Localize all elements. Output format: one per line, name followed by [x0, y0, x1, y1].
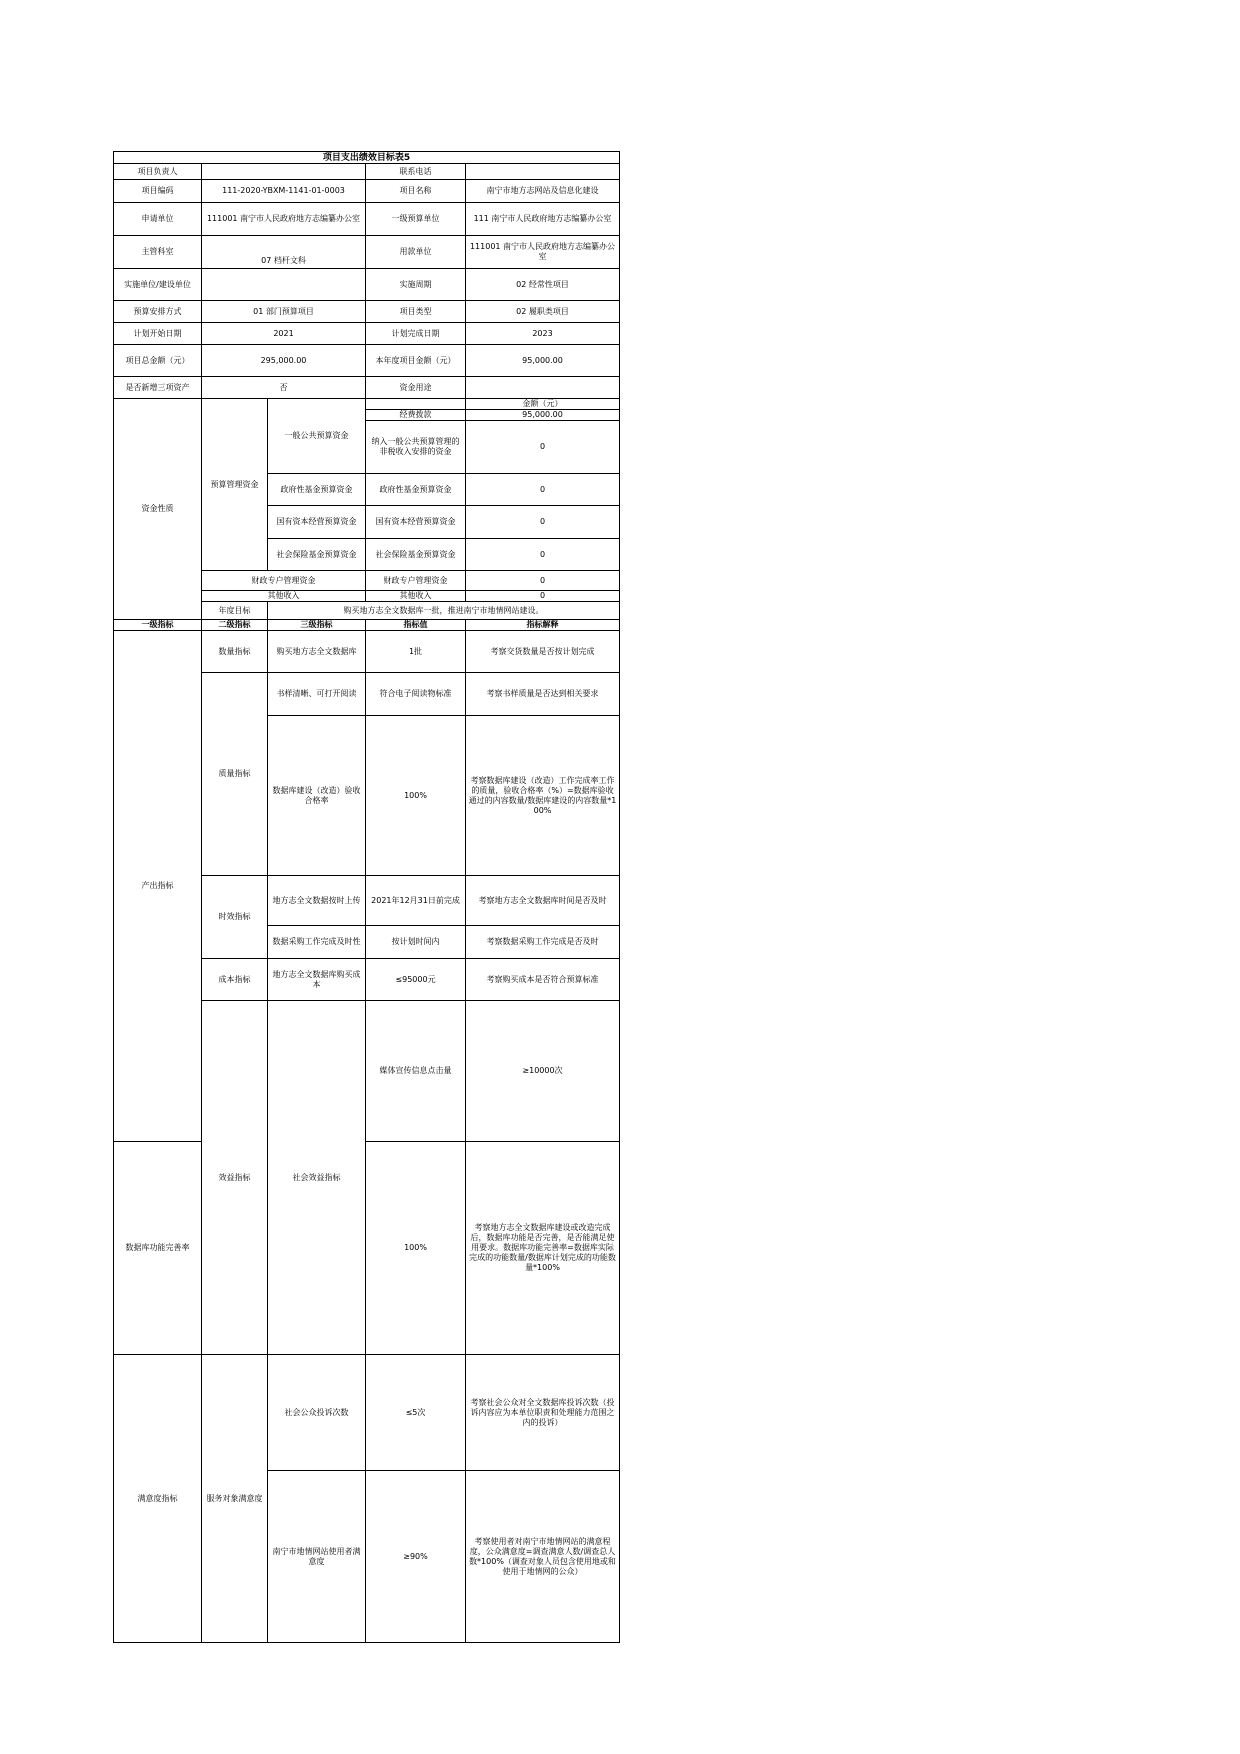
quantity-indicators: 数量指标 [202, 631, 268, 673]
value-planned-end: 2023 [466, 323, 620, 345]
value-implementation-cycle: 02 经常性项目 [466, 269, 620, 301]
value-project-leader [202, 164, 366, 180]
label-primary-budget-unit: 一级预算单位 [366, 203, 466, 236]
value-fiscal-account: 0 [466, 571, 620, 591]
label-general-public-funds: 一般公共预算资金 [268, 399, 366, 474]
satisfaction-indicators: 满意度指标 [114, 1355, 202, 1643]
label-other-income-a: 其他收入 [202, 591, 366, 602]
header-level1: 一级指标 [114, 620, 202, 631]
c1-note: 考察购买成本是否符合预算标准 [466, 959, 620, 1001]
q1-name: 购买地方志全文数据库 [268, 631, 366, 673]
q1-value: 1批 [366, 631, 466, 673]
label-funding-unit: 用款单位 [366, 236, 466, 269]
sa2-value: ≥90% [366, 1471, 466, 1643]
header-level3: 三级指标 [268, 620, 366, 631]
t2-note: 考察数据采购工作完成是否及时 [466, 926, 620, 959]
s1-value: ≥10000次 [466, 1001, 620, 1142]
performance-target-sheet [113, 151, 619, 1643]
value-social-insurance: 0 [466, 539, 620, 571]
cost-indicators: 成本指标 [202, 959, 268, 1001]
s2-note: 考察地方志全文数据库建设或改造完成后，数据库功能是否完善，是否能满足使用要求。数据库功能完善率=数据库实际完成的功能数量/数据库计划完成的功能数量*100% [466, 1142, 620, 1355]
label-planned-end: 计划完成日期 [366, 323, 466, 345]
label-budget-managed-funds: 预算管理资金 [202, 399, 268, 571]
value-other-income: 0 [466, 591, 620, 602]
label-project-leader: 项目负责人 [114, 164, 202, 180]
header-explanation: 指标解释 [466, 620, 620, 631]
sa1-note: 考察社会公众对全文数据库投诉次数（投诉内容应为本单位职责和处理能力范围之内的投诉） [466, 1355, 620, 1471]
value-appropriation: 95,000.00 [466, 410, 620, 421]
value-implementing-unit [202, 269, 366, 301]
header-level2: 二级指标 [202, 620, 268, 631]
ql1-name: 书样清晰、可打开阅读 [268, 673, 366, 716]
t2-name: 数据采购工作完成及时性 [268, 926, 366, 959]
value-project-type: 02 履职类项目 [466, 301, 620, 323]
ql1-value: 符合电子阅读物标准 [366, 673, 466, 716]
label-annual-amount: 本年度项目金额（元） [366, 345, 466, 377]
amount-header-spacer [366, 399, 466, 410]
sa2-note: 考察使用者对南宁市地情网站的满意程度，公众满意度=调查满意人数/调查总人数*100%（调查对象人员包含使用地或和使用于地情网的公众） [466, 1471, 620, 1643]
label-budget-arrangement: 预算安排方式 [114, 301, 202, 323]
label-appropriation: 经费拨款 [366, 410, 466, 421]
value-contact-phone [466, 164, 620, 180]
label-total-amount: 项目总金额（元） [114, 345, 202, 377]
social-benefit-indicators: 社会效益指标 [268, 1001, 366, 1355]
label-project-code: 项目编码 [114, 180, 202, 203]
t1-note: 考察地方志全文数据库时间是否及时 [466, 876, 620, 926]
value-supervising-dept: 07 档杆文科 [202, 236, 366, 269]
t2-value: 按计划时间内 [366, 926, 466, 959]
ql2-name: 数据库建设（改造）验收合格率 [268, 716, 366, 876]
header-value: 指标值 [366, 620, 466, 631]
label-applicant-unit: 申请单位 [114, 203, 202, 236]
sa1-value: ≤5次 [366, 1355, 466, 1471]
value-fund-use [466, 377, 620, 399]
label-fund-use: 资金用途 [366, 377, 466, 399]
sa1-name: 社会公众投诉次数 [268, 1355, 366, 1471]
amount-header: 金额（元） [466, 399, 620, 410]
label-project-name: 项目名称 [366, 180, 466, 203]
output-indicators: 产出指标 [114, 631, 202, 1142]
label-other-income-b: 其他收入 [366, 591, 466, 602]
label-fund-nature: 资金性质 [114, 399, 202, 620]
label-social-insurance-b: 社会保险基金预算资金 [366, 539, 466, 571]
label-nontax-funds: 纳入一般公共预算管理的非税收入安排的资金 [366, 421, 466, 474]
label-annual-goal: 年度目标 [202, 602, 268, 620]
s2-value: 100% [366, 1142, 466, 1355]
value-project-name: 南宁市地方志网站及信息化建设 [466, 180, 620, 203]
label-new-assets: 是否新增三项资产 [114, 377, 202, 399]
value-annual-amount: 95,000.00 [466, 345, 620, 377]
value-gov-fund: 0 [466, 474, 620, 506]
label-supervising-dept: 主管科室 [114, 236, 202, 269]
quality-indicators: 质量指标 [202, 673, 268, 876]
label-social-insurance-a: 社会保险基金预算资金 [268, 539, 366, 571]
label-gov-fund-b: 政府性基金预算资金 [366, 474, 466, 506]
label-contact-phone: 联系电话 [366, 164, 466, 180]
value-funding-unit: 111001 南宁市人民政府地方志编纂办公室 [466, 236, 620, 269]
value-applicant-unit: 111001 南宁市人民政府地方志编纂办公室 [202, 203, 366, 236]
s1-name: 媒体宣传信息点击量 [366, 1001, 466, 1142]
value-planned-start: 2021 [202, 323, 366, 345]
value-new-assets: 否 [202, 377, 366, 399]
label-project-type: 项目类型 [366, 301, 466, 323]
table-title: 项目支出绩效目标表5 [114, 152, 620, 164]
q1-note: 考察交货数量是否按计划完成 [466, 631, 620, 673]
performance-target-table [113, 151, 620, 1643]
served-satisfaction: 服务对象满意度 [202, 1355, 268, 1643]
c1-value: ≤95000元 [366, 959, 466, 1001]
label-implementation-cycle: 实施周期 [366, 269, 466, 301]
value-state-capital: 0 [466, 506, 620, 539]
label-state-capital-b: 国有资本经营预算资金 [366, 506, 466, 539]
ql2-value: 100% [366, 716, 466, 876]
label-state-capital-a: 国有资本经营预算资金 [268, 506, 366, 539]
label-planned-start: 计划开始日期 [114, 323, 202, 345]
sa2-name: 南宁市地情网站使用者满意度 [268, 1471, 366, 1643]
value-total-amount: 295,000.00 [202, 345, 366, 377]
t1-value: 2021年12月31日前完成 [366, 876, 466, 926]
c1-name: 地方志全文数据库购买成本 [268, 959, 366, 1001]
t1-name: 地方志全文数据按时上传 [268, 876, 366, 926]
ql1-note: 考察书样质量是否达到相关要求 [466, 673, 620, 716]
timeliness-indicators: 时效指标 [202, 876, 268, 959]
label-gov-fund-a: 政府性基金预算资金 [268, 474, 366, 506]
value-nontax-funds: 0 [466, 421, 620, 474]
benefit-indicators: 效益指标 [202, 1001, 268, 1355]
value-budget-arrangement: 01 部门预算项目 [202, 301, 366, 323]
value-project-code: 111-2020-YBXM-1141-01-0003 [202, 180, 366, 203]
value-primary-budget-unit: 111 南宁市人民政府地方志编纂办公室 [466, 203, 620, 236]
label-fiscal-account-b: 财政专户管理资金 [366, 571, 466, 591]
ql2-note: 考察数据库建设（改造）工作完成率工作的质量，验收合格率（%）=数据库验收通过的内容数量/数据库建设的内容数量*100% [466, 716, 620, 876]
label-fiscal-account-a: 财政专户管理资金 [202, 571, 366, 591]
value-annual-goal: 购买地方志全文数据库一批，推进南宁市地情网站建设。 [268, 602, 620, 620]
s2-name: 数据库功能完善率 [114, 1142, 202, 1355]
label-implementing-unit: 实施单位/建设单位 [114, 269, 202, 301]
